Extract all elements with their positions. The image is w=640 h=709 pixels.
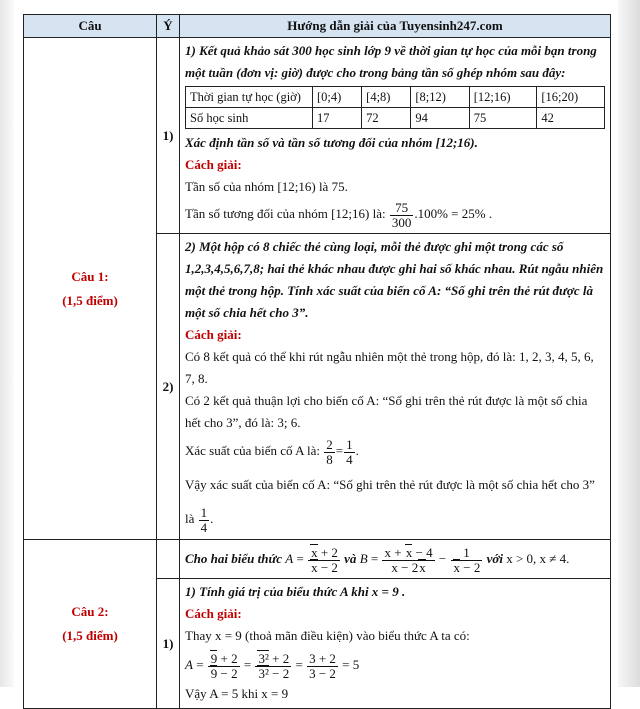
freq-r2: 72 bbox=[362, 108, 411, 129]
cau1-y1-task: Xác định tần số và tần số tương đối của nhóm [12;16). bbox=[185, 135, 478, 150]
fraction bbox=[344, 438, 355, 467]
cau1-y1-answer2-prefix: Tần số tương đối của nhóm [12;16) là: bbox=[185, 206, 386, 221]
fraction-den: 8 bbox=[326, 451, 333, 467]
fraction-num: 75 bbox=[390, 201, 414, 216]
header-cau: Câu bbox=[24, 15, 157, 38]
header-guide: Hướng dẫn giải của Tuyensinh247.com bbox=[180, 15, 611, 38]
freq-h2: [4;8) bbox=[362, 87, 411, 108]
cau2-y1-answer2: A = $\frac{9 + 2}{9 - 2}$ = $\frac{\text{3² + 2}}{\text{3² − 2}}$ = $\frac{3 + 2}{3 - 2}$ = 5 bbox=[185, 650, 360, 681]
freq-r5: 42 bbox=[537, 108, 605, 129]
header-row bbox=[24, 15, 611, 38]
cau1-y2-label: 2) bbox=[157, 234, 180, 540]
cau1-y1-answer2-suffix: .100% = 25% . bbox=[414, 206, 493, 221]
cau2-cell bbox=[24, 540, 157, 709]
frequency-header-row bbox=[186, 87, 605, 108]
formula-B: B = $\frac{x + x - 4}{x - 2x}$ − $\frac{1}{x - 2}$ bbox=[359, 544, 481, 575]
frequency-table bbox=[185, 86, 605, 129]
cau2-points: (1,5 điểm) bbox=[62, 628, 118, 643]
cau1-y1-answer2 bbox=[185, 198, 605, 230]
formula-A: A = $\frac{x + 2}{x - 2}$ bbox=[285, 544, 338, 575]
page-shadow-left bbox=[0, 0, 14, 687]
fraction-num: 1 bbox=[346, 436, 353, 452]
freq-r3: 94 bbox=[411, 108, 469, 129]
fraction-den: 4 bbox=[346, 451, 353, 467]
freq-h0: Thời gian tự học (giờ) bbox=[186, 87, 313, 108]
table-row bbox=[24, 38, 611, 234]
cau1-y2-answer3-prefix: Xác suất của biến cố A là: bbox=[185, 443, 321, 458]
cau1-y1-question: 1) Kết quả khảo sát 300 học sinh lớp 9 về thời gian tự học của mỗi bạn trong một tuần (đơn vị: giờ) được cho trong bảng tần số ghép nhóm sau đây: bbox=[185, 43, 597, 80]
freq-h3: [8;12) bbox=[411, 87, 469, 108]
cau2-intro-content bbox=[180, 540, 611, 579]
frequency-data-row bbox=[186, 108, 605, 129]
cau2-intro-prefix: Cho hai biểu thức bbox=[185, 551, 283, 566]
fraction bbox=[199, 506, 210, 535]
fraction-den: 4 bbox=[200, 519, 208, 535]
cau1-y2-question: 2) Một hộp có 8 chiếc thẻ cùng loại, mỗi thẻ được ghi một trong các số 1,2,3,4,5,6,7,8; hai thẻ khác nhau được ghi hai số khác nhau. Rút ngẫu nhiên một thẻ trong hộp. Tính xác suất của biến cố A: “Số ghi trên thẻ rút được là một số chia hết cho 3”. bbox=[185, 239, 604, 320]
cau2-y1-result: = 5 bbox=[342, 657, 360, 672]
fraction-num: 2 bbox=[326, 436, 333, 452]
cau2-y1-content bbox=[180, 579, 611, 709]
cau1-y2-answer2: Có 2 kết quả thuận lợi cho biến cố A: “Số ghi trên thẻ rút được là một số chia hết cho 3”, đó là: 3; 6. bbox=[185, 393, 588, 430]
cau2-intro-and: và bbox=[344, 551, 357, 566]
cau1-y1-method: Cách giải: bbox=[185, 157, 242, 172]
page-shadow-right bbox=[618, 0, 640, 687]
solution-table bbox=[23, 14, 611, 709]
cau1-points: (1,5 điểm) bbox=[62, 292, 118, 308]
cau2-y1-method: Cách giải: bbox=[185, 606, 242, 621]
cau1-y1-content bbox=[180, 38, 611, 234]
header-y: Ý bbox=[157, 15, 180, 38]
cau2-y1-label: 1) bbox=[157, 579, 180, 709]
cau1-y2-answer4: Vậy xác suất của biến cố A: “Số ghi trên thẻ rút được là một số chia hết cho 3” là $\frac{1}{4}$ . bbox=[185, 477, 595, 535]
cau1-label: Câu 1: bbox=[71, 268, 109, 284]
cau1-y2-answer3: Xác suất của biến cố A là: $\frac{2}{8}$ = $\frac{1}{4}$ . bbox=[185, 436, 359, 467]
freq-r4: 75 bbox=[469, 108, 537, 129]
cau2-intro-empty bbox=[157, 540, 180, 579]
fraction bbox=[324, 438, 335, 467]
cau2-y1-answer3: Vậy A = 5 khi x = 9 bbox=[185, 686, 289, 701]
cau1-y1-label: 1) bbox=[157, 38, 180, 234]
cau1-y2-answer1: Có 8 kết quả có thể khi rút ngẫu nhiên một thẻ trong hộp, đó là: 1, 2, 3, 4, 5, 6, 7, 8. bbox=[185, 349, 594, 386]
table-row bbox=[24, 540, 611, 579]
fraction bbox=[390, 201, 414, 230]
freq-r1: 17 bbox=[313, 108, 362, 129]
cau2-intro-cond: x > 0, x ≠ 4. bbox=[506, 551, 570, 566]
cau2-y1-answer1: Thay x = 9 (thoả mãn điều kiện) vào biểu thức A ta có: bbox=[185, 628, 470, 643]
cau2-label: Câu 2: bbox=[71, 604, 109, 619]
freq-h4: [12;16) bbox=[469, 87, 537, 108]
freq-r0: Số học sinh bbox=[186, 108, 313, 129]
cau1-cell bbox=[24, 38, 157, 540]
cau2-y1-question: 1) Tính giá trị của biểu thức A khi x = 9 . bbox=[185, 584, 406, 599]
cau1-y2-answer4-prefix: Vậy xác suất của biến cố A: “Số ghi trên thẻ rút được là một số chia hết cho 3” là bbox=[185, 477, 595, 526]
cau1-y1-answer1: Tần số của nhóm [12;16) là 75. bbox=[185, 179, 348, 194]
cau1-y2-method: Cách giải: bbox=[185, 327, 242, 342]
cau1-y2-content bbox=[180, 234, 611, 540]
freq-h1: [0;4) bbox=[313, 87, 362, 108]
fraction-den: 300 bbox=[391, 214, 412, 230]
cau2-intro-with: với bbox=[486, 551, 503, 566]
fraction-num: 1 bbox=[200, 504, 208, 520]
freq-h5: [16;20) bbox=[537, 87, 605, 108]
